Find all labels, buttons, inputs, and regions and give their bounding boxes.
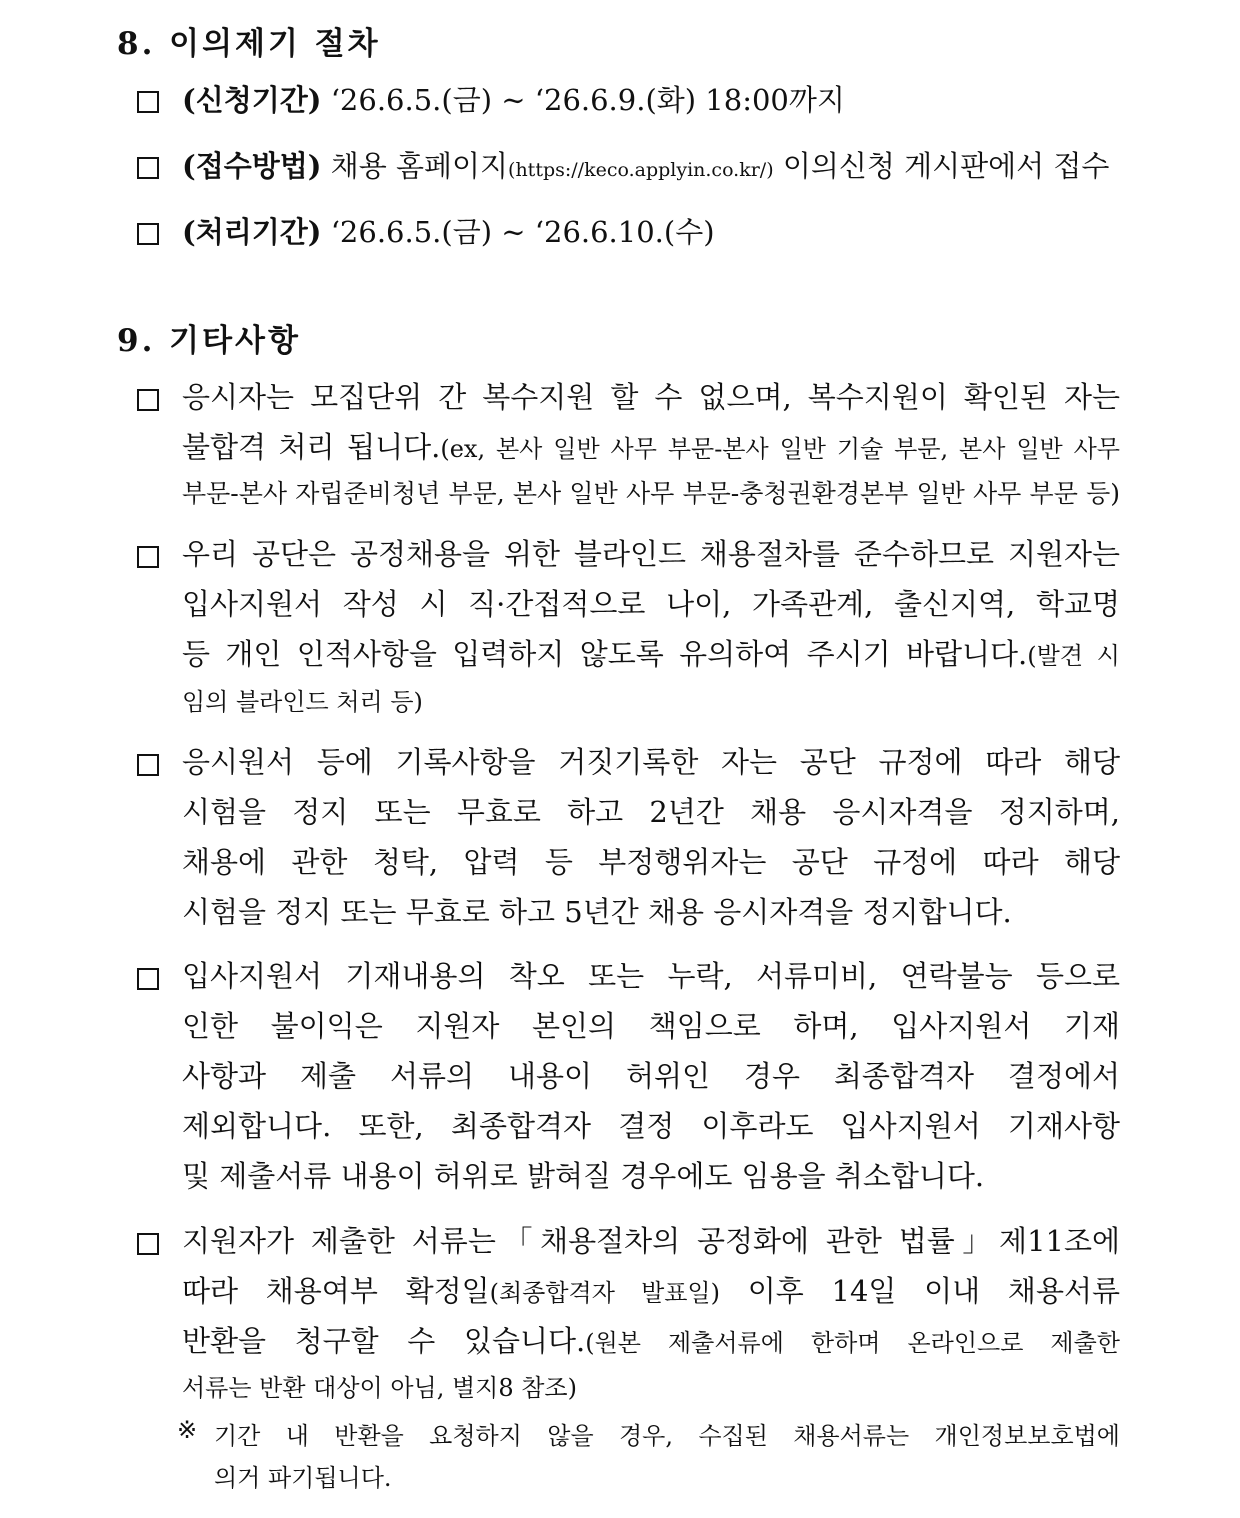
item3-line2: 시험을 정지 또는 무효로 하고 2년간 채용 응시자격을 정지하며, (182, 795, 1120, 829)
item2-line3-main: 등 개인 인적사항을 입력하지 않도록 유의하여 주시기 바랍니다. (182, 637, 1028, 671)
item5-line2 (182, 1274, 1120, 1309)
homepage-url: (https://keco.applyin.co.kr/) (508, 159, 774, 181)
note-line2: 의거 파기됩니다. (214, 1464, 392, 1492)
item-text: ‘26.6.5.(금) ∼ ‘26.6.9.(화) 18:00까지 (321, 83, 845, 117)
checkbox-bullet (137, 546, 159, 568)
item-text: ‘26.6.5.(금) ∼ ‘26.6.10.(수) (321, 215, 715, 249)
item-text: 채용 홈페이지 (321, 149, 509, 183)
section-9-heading: 9. 기타사항 (117, 323, 301, 359)
checkbox-bullet (137, 1233, 159, 1255)
item3-line3: 채용에 관한 청탁, 압력 등 부정행위자는 공단 규정에 따라 해당 (182, 845, 1120, 879)
item5-line3-main: 반환을 청구할 수 있습니다. (182, 1324, 586, 1358)
note-line1: 기간 내 반환을 요청하지 않을 경우, 수집된 채용서류는 개인정보보호법에 (214, 1422, 1120, 1450)
item1-line2-small: (ex, 본사 일반 사무 부문-본사 일반 기술 부문, 본사 일반 사무 (440, 435, 1120, 463)
item1-line1: 응시자는 모집단위 간 복수지원 할 수 없으며, 복수지원이 확인된 자는 (182, 380, 1120, 414)
item4-line5: 및 제출서류 내용이 허위로 밝혀질 경우에도 임용을 취소합니다. (182, 1159, 985, 1193)
item1-line2 (182, 430, 1120, 465)
checkbox-bullet (137, 157, 159, 179)
item-label: (처리기간) (182, 215, 322, 249)
section-8-item-submission-method (182, 149, 1109, 184)
checkbox-bullet (137, 754, 159, 776)
item4-line2: 인한 불이익은 지원자 본인의 책임으로 하며, 입사지원서 기재 (182, 1009, 1120, 1043)
item2-line3-small: (발견 시 (1027, 642, 1120, 670)
item5-line3-small: (원본 제출서류에 한하며 온라인으로 제출한 (585, 1329, 1120, 1357)
item1-line2-main: 불합격 처리 됩니다. (182, 430, 441, 464)
item4-line1: 입사지원서 기재내용의 착오 또는 누락, 서류미비, 연락불능 등으로 (182, 959, 1120, 993)
item4-line4: 제외합니다. 또한, 최종합격자 결정 이후라도 입사지원서 기재사항 (182, 1109, 1120, 1143)
item5-line4: 서류는 반환 대상이 아님, 별지8 참조) (182, 1374, 577, 1402)
checkbox-bullet (137, 968, 159, 990)
section-8-heading: 8. 이의제기 절차 (117, 26, 381, 62)
checkbox-bullet (137, 389, 159, 411)
item-label: (신청기간) (182, 83, 322, 117)
item5-line3 (182, 1324, 1120, 1359)
checkbox-bullet (137, 91, 159, 113)
item2-line1: 우리 공단은 공정채용을 위한 블라인드 채용절차를 준수하므로 지원자는 (182, 537, 1120, 571)
item3-line1: 응시원서 등에 기록사항을 거짓기록한 자는 공단 규정에 따라 해당 (182, 745, 1120, 779)
item2-line4: 임의 블라인드 처리 등) (182, 688, 423, 716)
item4-line3: 사항과 제출 서류의 내용이 허위인 경우 최종합격자 결정에서 (182, 1059, 1120, 1093)
reference-mark: ※ (177, 1416, 198, 1444)
item-label: (접수방법) (182, 149, 322, 183)
item5-line2-small: (최종합격자 발표일) (489, 1279, 720, 1307)
item5-line2-a: 따라 채용여부 확정일 (182, 1274, 490, 1308)
item2-line3 (182, 637, 1120, 672)
section-8-item-application-period (182, 83, 845, 118)
item2-line2: 입사지원서 작성 시 직·간접적으로 나이, 가족관계, 출신지역, 학교명 (182, 587, 1120, 621)
checkbox-bullet (137, 223, 159, 245)
item1-line3: 부문-본사 자립준비청년 부문, 본사 일반 사무 부문-충청권환경본부 일반 사무 부문 등) (182, 479, 1120, 508)
item-text-after: 이의신청 게시판에서 접수 (773, 149, 1110, 183)
item3-line4: 시험을 정지 또는 무효로 하고 5년간 채용 응시자격을 정지합니다. (182, 895, 1012, 929)
item5-line2-b: 이후 14일 이내 채용서류 (719, 1274, 1120, 1308)
section-8-item-processing-period (182, 215, 715, 250)
item5-line1: 지원자가 제출한 서류는「채용절차의 공정화에 관한 법률」제11조에 (182, 1224, 1120, 1258)
